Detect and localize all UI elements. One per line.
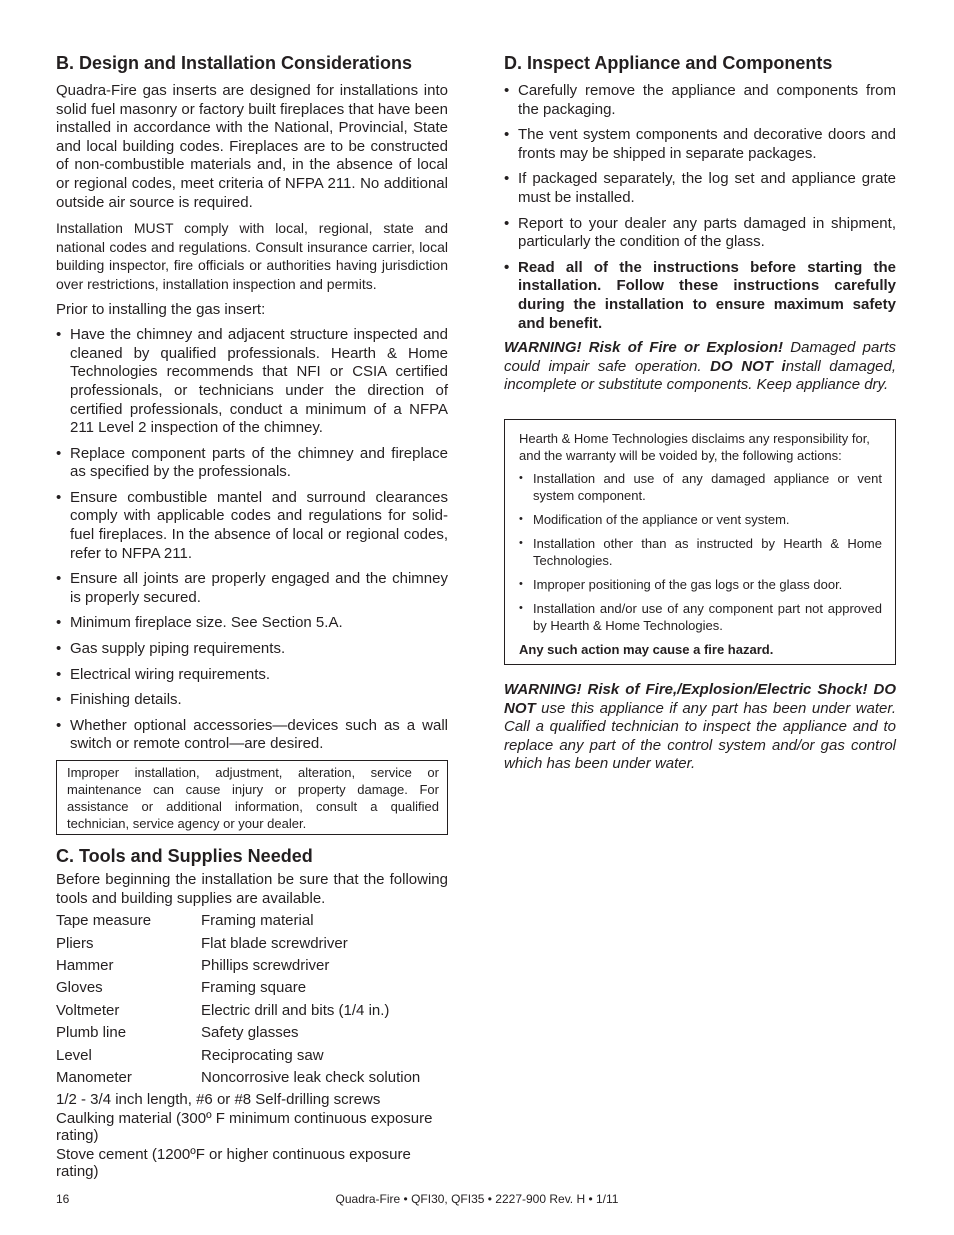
supply-item: 1/2 - 3/4 inch length, #6 or #8 Self-drilling screws — [56, 1091, 381, 1109]
tool-item: Reciprocating saw — [201, 1046, 324, 1064]
tool-item: Manometer — [56, 1069, 132, 1087]
fire-explosion-warning — [504, 339, 896, 395]
tool-item: Framing square — [201, 979, 307, 997]
electric-shock-warning — [504, 681, 896, 774]
list-item: • The vent system components and decorative doors and fronts may be shipped in separate packages. — [504, 126, 896, 163]
supply-item: Caulking material (300º F minimum continuous exposure rating) — [56, 1110, 433, 1145]
warning-text: nstall damaged, incomplete or substitute components. Keep appliance dry. — [504, 357, 897, 394]
tool-item: Voltmeter — [56, 1001, 120, 1019]
list-item: • Minimum fireplace size. See Section 5.A. — [56, 614, 448, 633]
section-d-bullet-list — [504, 82, 896, 333]
warning-lead: WARNING! Risk of Fire or Explosion! — [504, 339, 783, 357]
section-d-heading: D. Inspect Appliance and Components — [504, 53, 833, 73]
list-item: • Improper positioning of the gas logs or the glass door. — [519, 576, 882, 593]
list-item: • Gas supply piping requirements. — [56, 640, 448, 659]
section-b-para2: Installation MUST comply with local, regional, state and national codes and regulations. Consult insurance carrier, local building inspector, fire officials or authorities having jurisdiction over restrictions, installation inspection and permits. — [56, 220, 448, 292]
list-item: • Installation other than as instructed by Hearth & Home Technologies. — [519, 535, 882, 569]
list-item: • Ensure all joints are properly engaged and the chimney is properly secured. — [56, 570, 448, 607]
disclaimer-box — [504, 419, 896, 665]
tool-item: Electric drill and bits (1/4 in.) — [201, 1001, 390, 1019]
warning-emphasis: DO NOT — [504, 680, 896, 717]
list-item: • Replace component parts of the chimney and fireplace as specified by the professionals. — [56, 445, 448, 482]
section-b-bullet-list — [56, 326, 448, 754]
tool-item: Level — [56, 1046, 92, 1064]
section-b-heading: B. Design and Installation Considerations — [56, 53, 413, 73]
warning-emphasis: DO NOT i — [710, 357, 786, 375]
section-c-heading: C. Tools and Supplies Needed — [56, 846, 313, 866]
section-b-para1: Quadra-Fire gas inserts are designed for installations into solid fuel masonry or factory built fireplaces that have been installed in accordance with the National, Provincial, State and local building codes. Fireplaces are to be constructed of non-combustible materials and, in the absence of local or regional codes, meet criteria of NFPA 211. No additional outside air source is required. — [56, 82, 448, 211]
list-item: • Installation and use of any damaged appliance or vent system component. — [519, 470, 882, 504]
supply-item: Stove cement (1200ºF or higher continuous exposure rating) — [56, 1146, 411, 1181]
list-item: • Ensure combustible mantel and surround clearances comply with applicable codes and regulations for solid-fuel fireplaces. In the absence of local or regional codes, refer to NFPA 211. — [56, 489, 448, 563]
list-item: • Finishing details. — [56, 691, 448, 710]
footer-doc-info: Quadra-Fire • QFI30, QFI35 • 2227-900 Rev. H • 1/11 — [335, 1192, 619, 1206]
tool-item: Flat blade screwdriver — [201, 934, 348, 952]
section-c-intro: Before beginning the installation be sure that the following tools and building supplies are available. — [56, 871, 448, 907]
disclaimer-intro: Hearth & Home Technologies disclaims any responsibility for, and the warranty will be voided by, the following actions: — [519, 430, 870, 463]
warning-lead: WARNING! Risk of Fire,/Explosion/Electric Shock! — [504, 680, 868, 698]
tools-table — [56, 910, 448, 1089]
left-column — [56, 52, 448, 1180]
tool-item: Phillips screwdriver — [201, 957, 330, 974]
list-item: • Report to your dealer any parts damaged in shipment, particularly the condition of the glass. — [504, 215, 896, 252]
disclaimer-closing: Any such action may cause a fire hazard. — [519, 641, 774, 657]
tool-item: Plumb line — [56, 1024, 127, 1042]
section-b-para3: Prior to installing the gas insert: — [56, 300, 266, 318]
list-item: • If packaged separately, the log set and appliance grate must be installed. — [504, 170, 896, 207]
warning-text: Damaged parts could impair safe operation. — [504, 339, 896, 375]
disclaimer-list — [519, 470, 882, 634]
installation-notice-box: Improper installation, adjustment, alteration, service or maintenance can cause injury or property damage. For assistance or additional information, consult a qualified technician, service agency or your dealer. — [56, 760, 448, 835]
list-item: • Whether optional accessories—devices such as a wall switch or remote control—are desired. — [56, 717, 448, 754]
list-item: • Modification of the appliance or vent system. — [519, 511, 882, 528]
page-number: 16 — [56, 1192, 70, 1206]
warning-text: use this appliance if any part has been under water. Call a qualified technician to inspect the appliance and to replace any part of the control system and/or gas control which has been under water. — [504, 699, 896, 773]
list-item: • Installation and/or use of any component part not approved by Hearth & Home Technologies. — [519, 600, 882, 634]
tool-item: Framing material — [201, 912, 314, 930]
tool-item: Tape measure — [56, 912, 152, 930]
list-item: • Electrical wiring requirements. — [56, 666, 448, 685]
tool-item: Noncorrosive leak check solution — [201, 1069, 421, 1087]
list-item: • Have the chimney and adjacent structure inspected and cleaned by qualified professionals. Hearth & Home Technologies recommends that NFI or CSIA certified professionals, or technicians under the direction of certified professionals, conduct a minimum of a NFPA 211 Level 2 inspection of the chimney. — [56, 326, 448, 438]
tool-item: Pliers — [56, 934, 94, 952]
list-item: • Carefully remove the appliance and components from the packaging. — [504, 82, 896, 119]
list-item: • Read all of the instructions before starting the installation. Follow these instructions carefully during the installation to ensure maximum safety and benefit. — [504, 259, 896, 333]
tool-item: Hammer — [56, 957, 114, 974]
right-column — [504, 52, 896, 774]
tool-item: Gloves — [56, 979, 103, 997]
tool-item: Safety glasses — [201, 1024, 299, 1042]
